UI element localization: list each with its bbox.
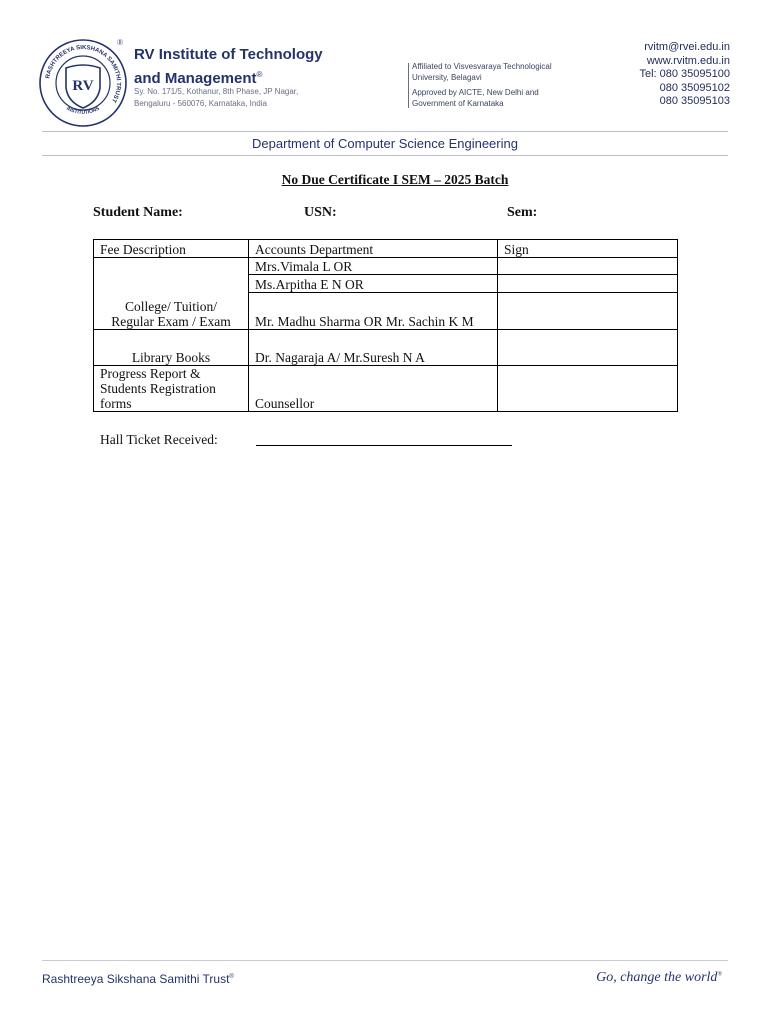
- progress-line2: Students Registration: [100, 381, 216, 396]
- progress-line1: Progress Report &: [100, 366, 201, 381]
- institute-registered-mark: ®: [256, 70, 263, 79]
- contact-block: [639, 41, 730, 109]
- address-line1: Sy. No. 171/5, Kothanur, 8th Phase, JP Nagar,: [134, 87, 299, 96]
- affiliation-block: [412, 61, 582, 109]
- institute-name-line2: and Management: [134, 70, 257, 87]
- institute-name-line1: RV Institute of Technology: [134, 46, 323, 63]
- accounts-authority-3: Mr. Madhu Sharma OR Mr. Sachin K M: [249, 293, 498, 330]
- header-accounts-department: Accounts Department: [249, 240, 498, 258]
- svg-text:RASHTREEYA SIKSHANA SAMITHI TR: [45, 45, 121, 104]
- library-authority: Dr. Nagaraja A/ Mr.Suresh N A: [249, 330, 498, 366]
- college-fee-line1: College/ Tuition/: [125, 299, 217, 314]
- accounts-authority-1: Mrs.Vimala L OR: [249, 258, 498, 275]
- sign-cell-3[interactable]: [498, 293, 678, 330]
- table-header-row: [94, 240, 678, 258]
- trust-mark: ®: [229, 974, 234, 980]
- hall-ticket-blank[interactable]: [256, 445, 512, 446]
- footer-tagline: [596, 970, 722, 986]
- tagline-text: Go, change the world: [596, 970, 718, 985]
- contact-tel2: 080 35095102: [659, 81, 730, 94]
- affiliation-line2: University, Belagavi: [412, 73, 482, 82]
- no-due-table: [93, 239, 678, 412]
- registered-mark: ®: [117, 38, 124, 47]
- institute-name: [134, 45, 374, 89]
- trust-name: Rashtreeya Sikshana Samithi Trust: [42, 972, 230, 986]
- address-line2: Bengaluru - 560076, Karnataka, India: [134, 99, 267, 108]
- contact-tel3: 080 35095103: [659, 95, 730, 107]
- header-rule-bottom: [42, 155, 728, 156]
- contact-email[interactable]: rvitm@rvei.edu.in: [644, 41, 730, 53]
- accounts-authority-2: Ms.Arpitha E N OR: [249, 275, 498, 293]
- institute-logo: [38, 38, 128, 128]
- approval-line1: Approved by AICTE, New Delhi and: [412, 88, 539, 97]
- sign-cell-4[interactable]: [498, 330, 678, 366]
- logo-bottom-text: INSTITUTIONS: [65, 105, 101, 116]
- affiliation-line1: Affiliated to Visvesvaraya Technological: [412, 62, 552, 71]
- approval-line2: Government of Karnataka: [412, 99, 504, 108]
- college-fee-line2: Regular Exam / Exam: [111, 314, 231, 329]
- footer-rule: [42, 960, 728, 961]
- footer-trust: [42, 972, 234, 986]
- hall-ticket-label: Hall Ticket Received:: [100, 432, 218, 447]
- department-title: Department of Computer Science Engineering: [252, 136, 518, 151]
- institute-address: [134, 86, 344, 110]
- affiliation-divider: [408, 63, 409, 108]
- table-row: [94, 330, 678, 366]
- sign-cell-1[interactable]: [498, 258, 678, 275]
- logo-monogram: RV: [72, 78, 94, 94]
- student-name-label: Student Name:: [93, 205, 183, 220]
- header-sign: Sign: [498, 240, 678, 258]
- library-label: Library Books: [94, 330, 249, 366]
- header-rule-top: [42, 131, 728, 132]
- header-fee-description: Fee Description: [94, 240, 249, 258]
- sign-cell-2[interactable]: [498, 275, 678, 293]
- progress-line3: forms: [100, 396, 132, 411]
- usn-label: USN:: [304, 205, 337, 220]
- progress-authority: Counsellor: [249, 366, 498, 412]
- tagline-mark: ®: [717, 971, 722, 978]
- table-row: [94, 366, 678, 412]
- sem-label: Sem:: [507, 205, 538, 220]
- table-row: [94, 258, 678, 275]
- contact-website[interactable]: www.rvitm.edu.in: [646, 54, 730, 67]
- progress-report-cell: [94, 366, 249, 412]
- contact-tel1: Tel: 080 35095100: [639, 68, 730, 80]
- certificate-title: No Due Certificate I SEM – 2025 Batch: [281, 172, 509, 187]
- sign-cell-5[interactable]: [498, 366, 678, 412]
- college-fee-cell: [94, 258, 249, 330]
- logo-ring-text: RASHTREEYA SIKSHANA SAMITHI TRUST: [45, 44, 122, 104]
